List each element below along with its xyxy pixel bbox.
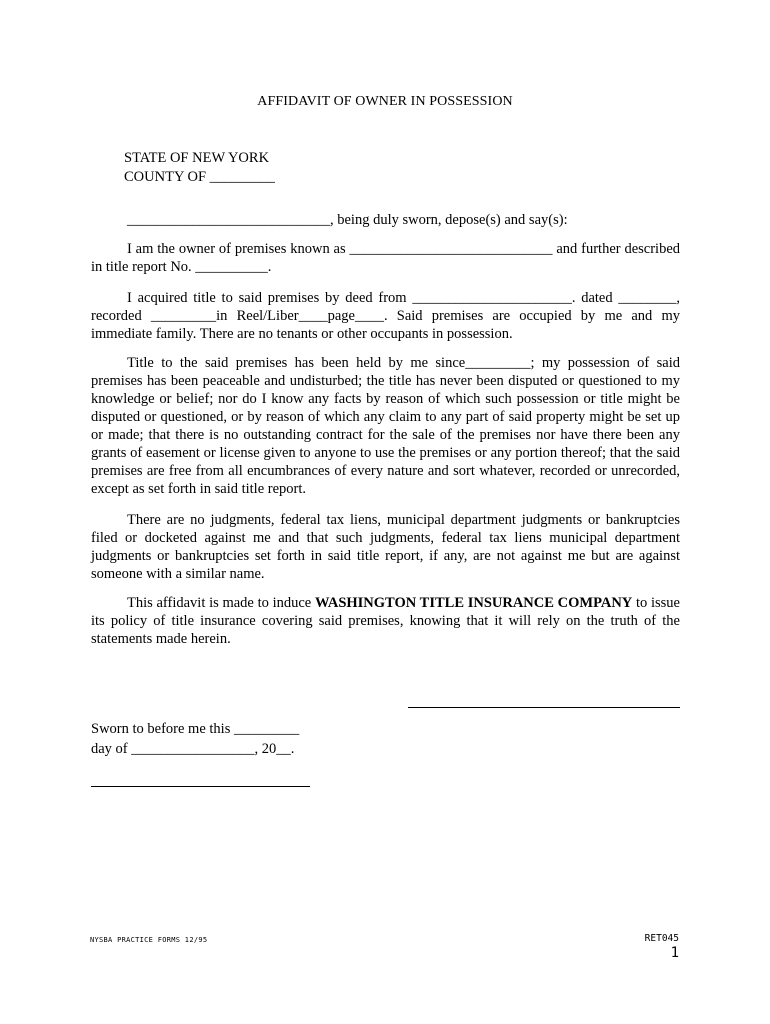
venue-block [124,149,275,187]
paragraph-judgments: There are no judgments, federal tax liens, municipal department judgments or bankruptcies filed or docketed against me and that such judgments, federal tax liens municipal department judgments or bankruptcies set forth in said title report, if any, are not against me but are against someone with a similar name. [91,512,680,582]
jurat-block [91,719,299,759]
acquisition-paragraph [91,289,680,343]
paragraph-title-history: Title to the said premises has been held by me since_________; my possession of said premises has been peaceable and undisturbed; the title has never been disputed or questioned to my knowledge or belief; nor do I know any facts by reason of which such possession or title might be disputed or questioned, or by reason of which any claim to any part of said property might be set up or made; that there is no outstanding contract for the sale of the premises nor have there been any grants of easement or license given to anyone to use the premises or any portion thereof; that the said premises are free from all encumbrances of every nature and sort whatever, recorded or unrecorded, except as set forth in said title report. [91,355,680,497]
paragraph-deponent: ____________________________, being duly sworn, depose(s) and say(s): [127,212,568,228]
venue-county: COUNTY OF _________ [124,169,275,185]
paragraph-acquisition: I acquired title to said premises by deed from ______________________. dated ________, recorded _________in Reel/Liber____page____. Said premises are occupied by me and my immediate family. There are no tenants or other occupants in possession. [91,290,680,342]
notary-signature-line [91,786,310,787]
document-title: AFFIDAVIT OF OWNER IN POSSESSION [257,94,513,109]
judgments-paragraph [91,511,680,583]
footer-source: NYSBA PRACTICE FORMS 12/95 [90,936,208,944]
venue-state: STATE OF NEW YORK [124,150,270,166]
inducement-paragraph [91,594,680,648]
page-number: 1 [670,945,679,961]
deponent-line [91,211,680,229]
paragraph-inducement [91,594,680,648]
inducement-text-end: to issue its policy of title insurance covering said premises, knowing that it will rely on the truth of the statements made herein. [91,595,680,647]
inducement-text-start: This affidavit is made to induce [127,595,315,611]
jurat-line-2: day of _________________, 20__. [91,741,295,757]
insurer-name: WASHINGTON TITLE INSURANCE COMPANY [314,595,633,611]
jurat-line-1: Sworn to before me this _________ [91,721,300,737]
affiant-signature-line [408,707,680,708]
form-code: RET045 [644,933,679,944]
title-history-paragraph [91,354,680,498]
ownership-paragraph [91,240,680,276]
paragraph-ownership: I am the owner of premises known as ____________________________ and further described in title report No. __________. [91,241,680,275]
footer-right [645,932,679,960]
